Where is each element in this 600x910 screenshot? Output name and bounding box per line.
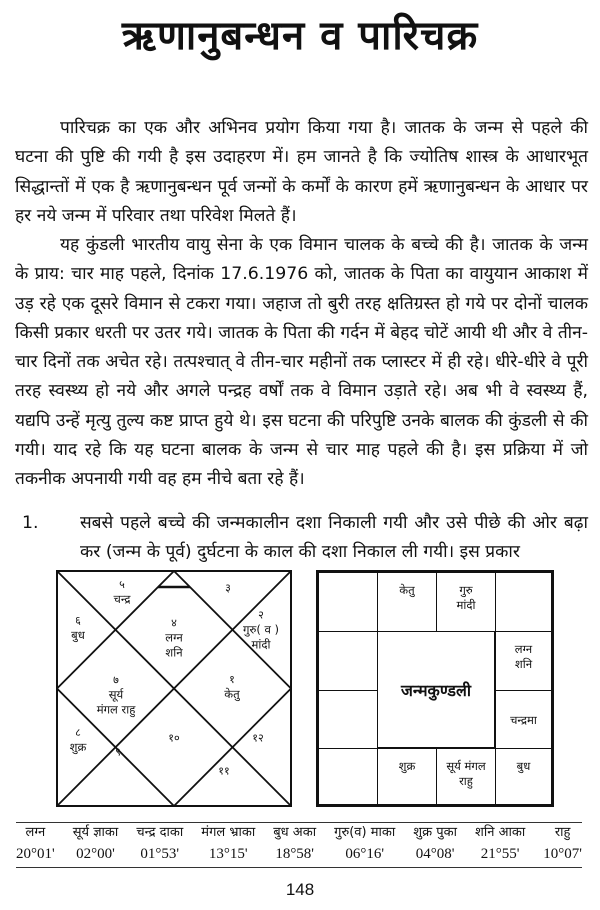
house-5: १२: [252, 731, 264, 745]
degree-column: गुरु(व) माका 06°16': [334, 825, 396, 862]
house-6: ११: [218, 764, 230, 778]
cell-r3c2: सूर्य मंगल राहु: [436, 748, 496, 805]
cell-r2c3: चन्द्रमा: [495, 690, 552, 749]
house-2: ३: [225, 581, 231, 595]
list-number: 1.: [22, 513, 39, 533]
cell-r3c1: शुक्र: [377, 748, 437, 805]
house-1: ४ लग्न शनि: [165, 616, 183, 660]
degree-column: चन्द्र दाका 01°53': [136, 825, 184, 862]
list-text: सबसे पहले बच्चे की जन्मकालीन दशा निकाली गयी और उसे पीछे की ओर बढ़ा कर (जन्म के पूर्व) दुर्घटना के काल की दशा निकाल ली गयी। इस प्रकार: [80, 513, 588, 563]
table-bottom-rule: [16, 867, 582, 868]
cell-r0c1: केतु: [377, 572, 437, 632]
house-10: ७ सूर्य मंगल राहु: [96, 673, 136, 717]
paragraph-1: [15, 114, 588, 231]
house-12: ५ चन्द्र: [113, 578, 131, 606]
cell-r0c0: [318, 572, 378, 632]
cell-r1c3: लग्न शनि: [495, 631, 552, 691]
house-8: ९: [115, 745, 121, 759]
house-11: ६ बुध: [71, 614, 85, 642]
page-title: ऋणानुबन्धन व पारिचक्र: [121, 13, 479, 59]
chart-center-label: जन्मकुण्डली: [377, 631, 495, 748]
paragraph-2: [15, 231, 588, 495]
north-indian-birth-chart: [56, 570, 292, 807]
cell-r1c0: [318, 631, 378, 691]
degree-column: बुध अका 18°58': [273, 825, 317, 862]
house-3: २ गुरु( व ) मांदी: [242, 608, 280, 652]
degree-column: राहु 10°07': [543, 825, 582, 862]
degree-column: लग्न 20°01': [16, 825, 55, 862]
paragraph-text: यह कुंडली भारतीय वायु सेना के एक विमान चालक के बच्चे की है। जातक के जन्म के प्राय: चार माह पहले, दिनांक 17.6.1976 को, जातक के पिता का वायुयान आकाश में उड़ रहे एक दूसरे विमान से टकरा गया। जहाज तो बुरी तरह क्षतिग्रस्त हो गये पर दोनों चालक किसी प्रकार धरती पर उतर गये। जातक के पिता की गर्दन में बेहद चोटें आयी थी और वे तीन-चार दिनों तक अचेत रहे। तत्पश्चात् वे तीन-चार महीनों तक प्लास्टर में ही रहे। धीरे-धीरे वे पूरी तरह स्वस्थ्य हो नये और अगले पन्द्रह वर्षों तक वे विमान उड़ाते रहे। अब भी वे स्वस्थ्य हैं, यद्यपि उन्हें मृत्यु तुल्य कष्ट प्राप्त हुये थे। इस घटना की परिपुष्टि उनके बालक की कुंडली से की गयी। याद रहे कि यह घटना बालक के जन्म से चार माह पहले की है। इस प्रक्रिया में जो तकनीक अपनायी गयी वह हम नीचे बता रहे हैं।: [15, 235, 588, 490]
house-7: १०: [168, 731, 180, 745]
cell-r0c3: [495, 572, 552, 632]
north-chart-grid: [56, 570, 292, 807]
degree-column: शुक्र पुका 04°08': [413, 825, 457, 862]
cell-r0c2: गुरु मांदी: [436, 572, 496, 632]
degree-column: सूर्य ज्ञाका 02°00': [72, 825, 119, 862]
degree-column: मंगल भ्राका 13°15': [201, 825, 256, 862]
page-number: 148: [285, 880, 315, 899]
degree-column: शनि आका 21°55': [475, 825, 526, 862]
cell-r3c3: बुध: [495, 748, 552, 805]
paragraph-text: पारिचक्र का एक और अभिनव प्रयोग किया गया है। जातक के जन्म से पहले की घटना की पुष्टि की गयी है इस उदाहरण में। हम जानते है कि ज्योतिष शास्त्र के आधारभूत सिद्धान्तों में एक है ऋणानुबन्धन पूर्व जन्मों के कर्मों के कारण हमें ऋणानुबन्धन के आधार पर हर नये जन्म में परिवार तथा परिवेश मिलते हैं।: [15, 118, 588, 226]
south-indian-birth-chart: [316, 570, 554, 807]
cell-r3c0: [318, 748, 378, 805]
house-9: ८ शुक्र: [69, 726, 87, 754]
house-4: १ केतु: [224, 673, 240, 701]
planet-degrees-table: [16, 823, 582, 865]
cell-r2c0: [318, 690, 378, 749]
